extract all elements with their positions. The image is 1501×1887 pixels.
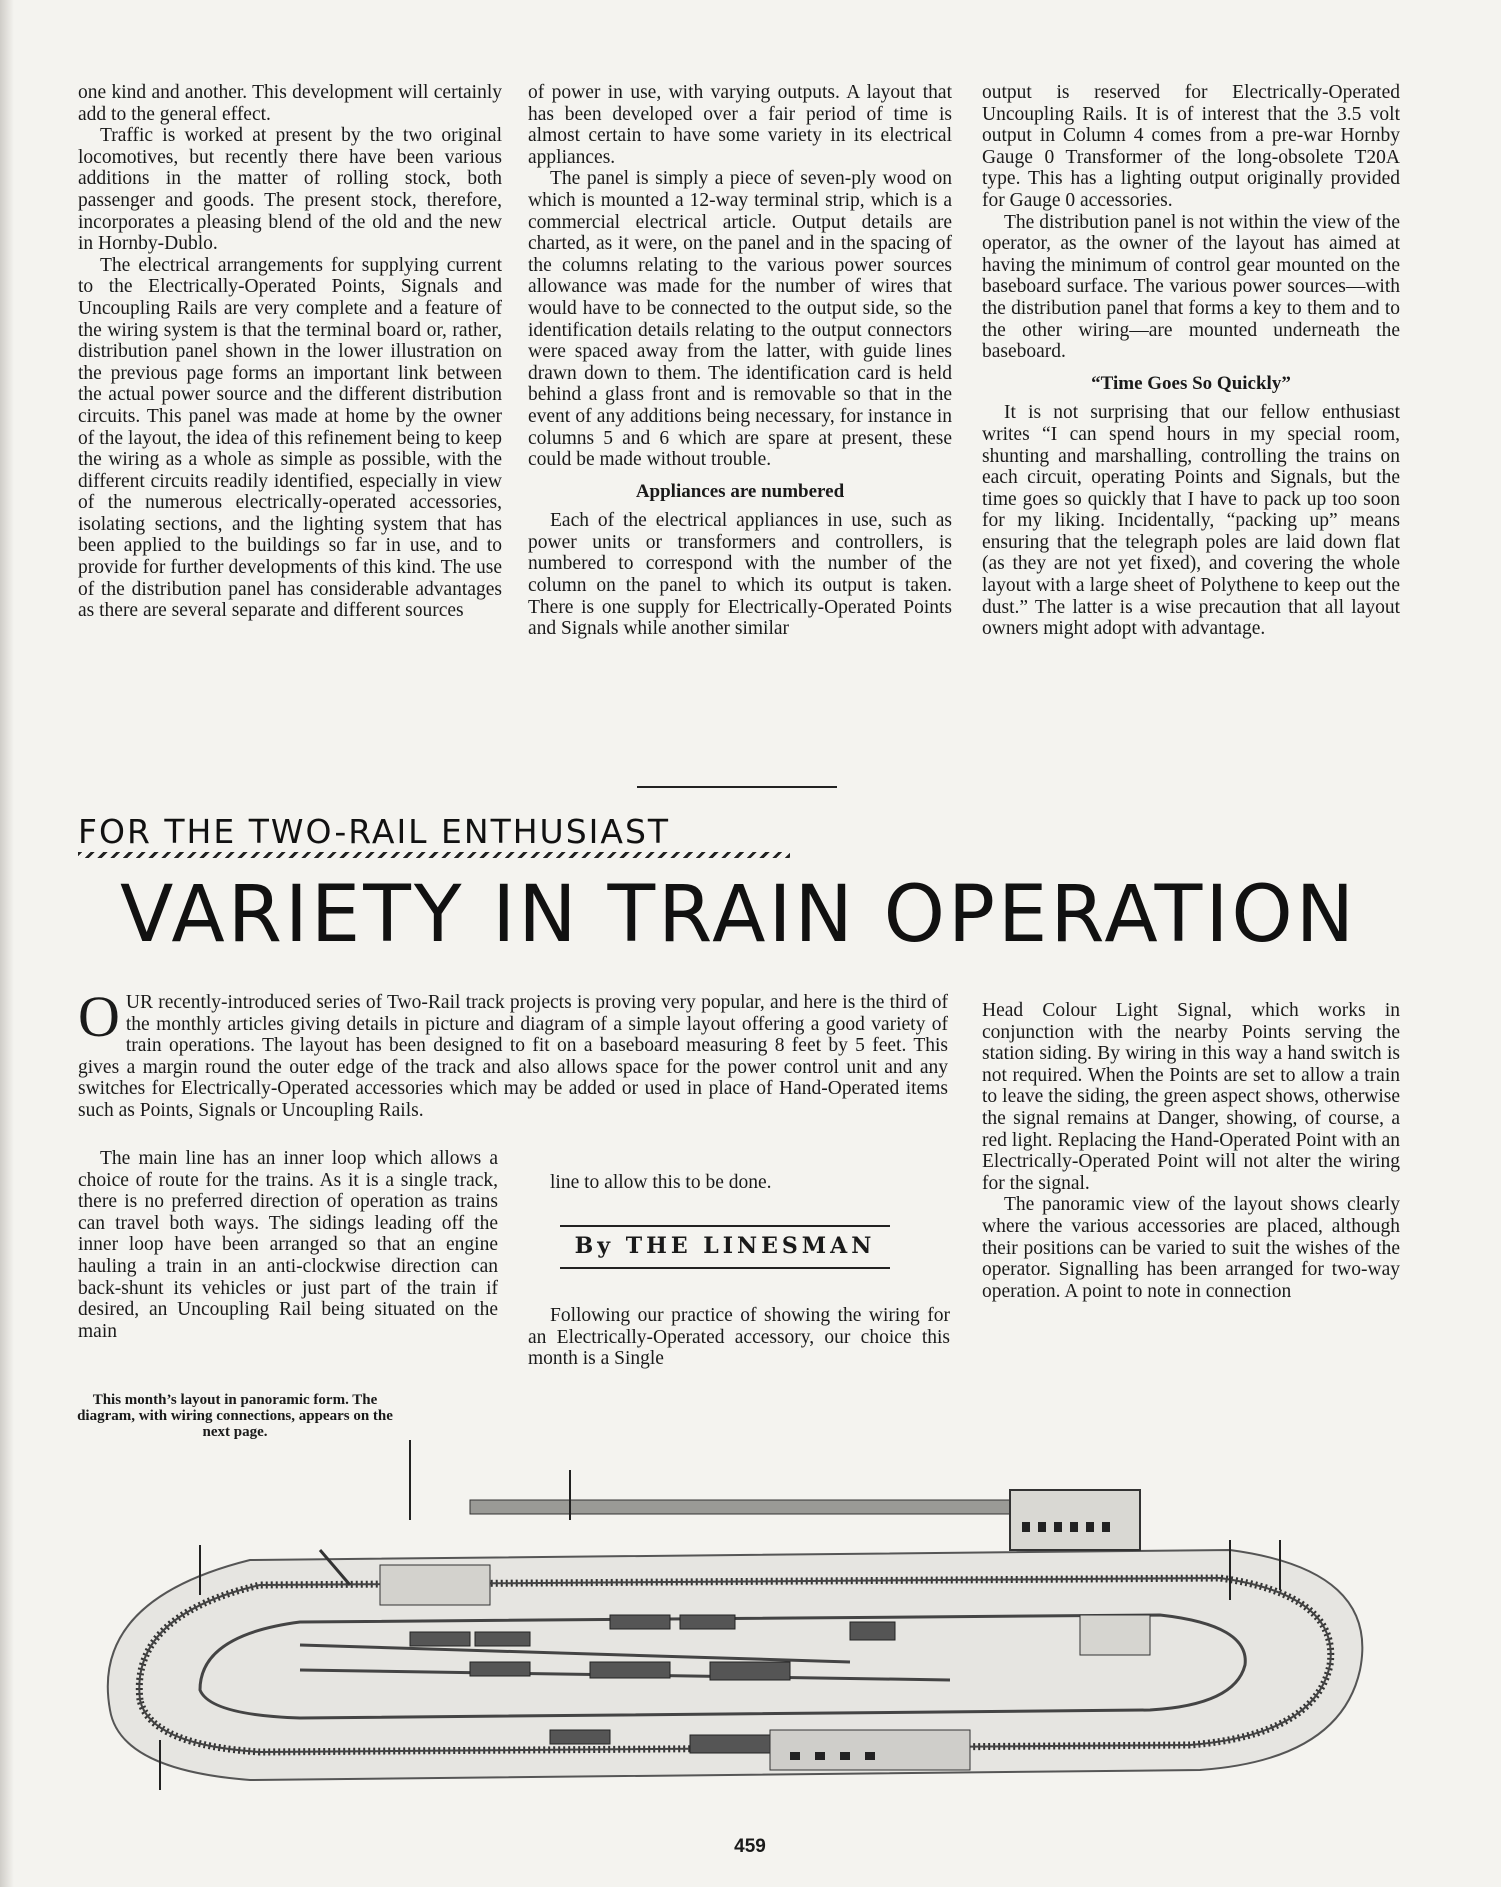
article-lead (78, 984, 948, 1122)
lead-text: UR recently-introduced series of Two-Rail track projects is proving very popular, and here is the third of the monthly articles giving details in picture and diagram of a simple layout offering a good variety of train operations. The layout has been designed to fit on a baseboard measuring 8 feet by 5 feet. This gives a margin round the outer edge of the track and also allows space for the power control unit and any switches for Electrically-Operated accessories which may be added or used in place of Hand-Operated items such as Points, Signals or Uncoupling Rails. (78, 992, 948, 1121)
paragraph: The panel is simply a piece of seven-ply wood on which is mounted a 12-way terminal strip, which is a commercial electrical article. Output details are charted, as it were, on the panel and in the spacing of the columns relating to the various power sources allowance was made for the number of wires that would have to be connected to the output side, so the identification details relating to the output connectors were spaced away from the latter, with guide lines drawn down to them. The identification card is held behind a glass front and is removable so that in the event of any additions being necessary, for instance in columns 5 and 6 which are spare at present, these could be made without trouble. (528, 168, 952, 471)
byline-block (560, 1225, 890, 1269)
article-headline: VARIETY IN TRAIN OPERATION (120, 870, 1358, 960)
byline-rule-bottom (560, 1267, 890, 1269)
paragraph: line to allow this to be done. (550, 1172, 772, 1193)
figure-caption: This month’s layout in panoramic form. The diagram, with wiring connections, appears on the next page. (77, 1392, 393, 1440)
paragraph: Head Colour Light Signal, which works in conjunction with the nearby Points serving the station siding. By wiring in this way a hand switch is not required. When the Points are set to allow a train to leave the siding, the green aspect shows, otherwise the signal remains at Danger, showing, of course, a red light. Replacing the Hand-Operated Point with an Electrically-Operated Point will not alter the wiring for the signal. (982, 1000, 1400, 1194)
paragraph: Following our practice of showing the wiring for an Electrically-Operated accessory, our choice this month is a Single (528, 1305, 950, 1370)
page-spine-shadow (0, 0, 14, 1887)
prev-article-column-2 (528, 82, 952, 640)
kicker-underline (78, 852, 790, 858)
article-column-1 (78, 1148, 498, 1342)
section-heading: “Time Goes So Quickly” (1091, 372, 1291, 394)
article-column-2 (528, 1172, 950, 1194)
article-column-3 (982, 1000, 1400, 1302)
paragraph: It is not surprising that our fellow enthusiast writes “I can spend hours in my special room, shunting and marshalling, controlling the trains on each circuit, operating Points and Signals, but the time goes so quickly that I have to pack up too soon for my liking. Incidentally, “packing up” means ensuring that the telegraph poles are laid down flat (as they are not yet fixed), and covering the whole layout with a large sheet of Polythene to keep out the dust.” The latter is a wise precaution that all layout owners might adopt with advantage. (982, 402, 1400, 640)
paragraph: of power in use, with varying outputs. A layout that has been developed over a fair period of time is almost certain to have some variety in its electrical appliances. (528, 82, 952, 168)
paragraph: Traffic is worked at present by the two original locomotives, but recently there have been various additions in the matter of rolling stock, both passenger and goods. The present stock, therefore, incorporates a pleasing blend of the old and the new in Hornby-Dublo. (78, 125, 502, 255)
article-kicker: FOR THE TWO-RAIL ENTHUSIAST (78, 812, 671, 851)
layout-panorama-photo (50, 1400, 1410, 1810)
drop-cap: O (78, 984, 120, 1049)
section-heading: Appliances are numbered (635, 480, 845, 502)
page-number: 459 (734, 1836, 766, 1857)
paragraph: The main line has an inner loop which allows a choice of route for the trains. As it is a single track, there is no preferred direction of operation as trains can travel both ways. The sidings leading off the inner loop have been arranged so that an engine hauling a train in an anti-clockwise direction can back-shunt its vehicles or just part of the train if desired, an Uncoupling Rail being situated on the main (78, 1148, 498, 1342)
paragraph: Each of the electrical appliances in use, such as power units or transformers and controllers, is numbered to correspond with the number of the column on the panel to which its output is taken. There is one supply for Electrically-Operated Points and Signals while another similar (528, 510, 952, 640)
prev-article-column-3 (982, 82, 1400, 640)
article-column-2b (528, 1305, 950, 1370)
paragraph: The panoramic view of the layout shows clearly where the various accessories are placed, although their positions can be varied to suit the wishes of the operator. Signalling has been arranged for two-way operation. A point to note in connection (982, 1194, 1400, 1302)
prev-article-column-1 (78, 82, 502, 622)
paragraph: output is reserved for Electrically-Operated Uncoupling Rails. It is of interest that the 3.5 volt output in Column 4 comes from a pre-war Hornby Gauge 0 Transformer of the long-obsolete T20A type. This has a lighting output originally provided for Gauge 0 accessories. (982, 82, 1400, 211)
paragraph: one kind and another. This development will certainly add to the general effect. (78, 82, 502, 125)
byline: By THE LINESMAN (574, 1233, 876, 1259)
article-divider (637, 786, 837, 788)
paragraph: The electrical arrangements for supplying current to the Electrically-Operated Points, Signals and Uncoupling Rails are very complete and a feature of the wiring system is that the terminal board or, rather, distribution panel shown in the lower illustration on the previous page forms an important link between the actual power source and the different distribution circuits. This panel was made at home by the owner of the layout, the idea of this refinement being to keep the wiring as a whole as simple as possible, with the different circuits readily identified, especially in view of the numerous electrically-operated accessories, isolating sections, and the lighting system that has been applied to the buildings so far in use, and to provide for further developments of this kind. The use of the distribution panel has considerable advantages as there are several separate and different sources (78, 254, 502, 622)
paragraph: The distribution panel is not within the view of the operator, as the owner of the layout has aimed at having the minimum of control gear mounted on the baseboard surface. The various power sources—with the distribution panel that forms a key to them and to the other wiring—are mounted underneath the baseboard. (982, 211, 1400, 363)
